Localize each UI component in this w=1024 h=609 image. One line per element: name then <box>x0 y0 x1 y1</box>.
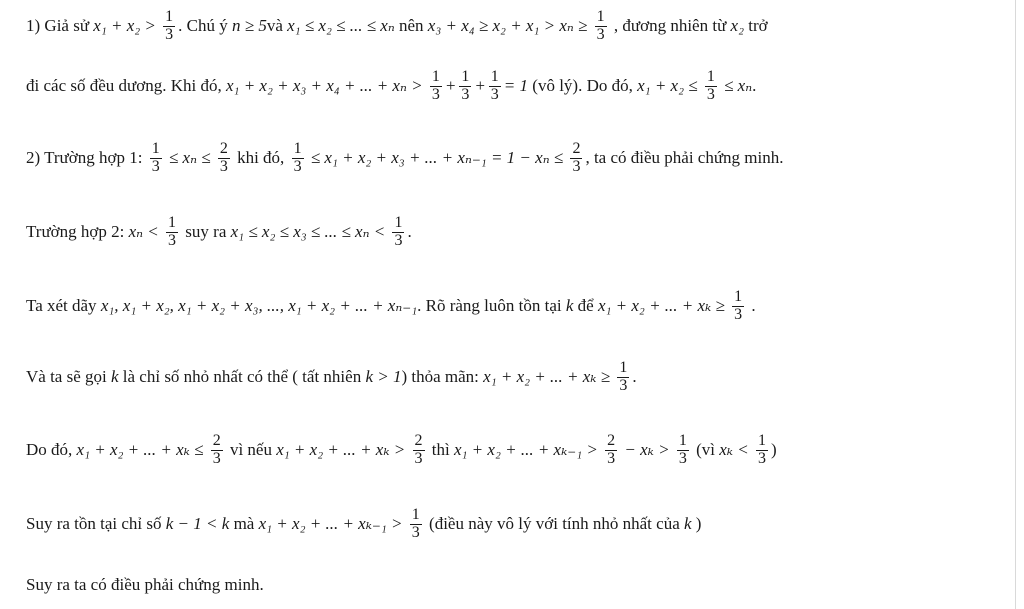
line-8 <box>26 498 701 550</box>
text-segment: trở <box>744 16 768 35</box>
fraction <box>163 9 175 44</box>
fraction-numerator: 1 <box>706 67 715 85</box>
text-segment: , ta có điều phải chứng minh. <box>585 148 784 167</box>
line-9 <box>26 570 264 600</box>
text-segment: suy ra <box>181 222 231 241</box>
fraction-numerator: 1 <box>431 67 440 85</box>
fraction <box>430 69 442 104</box>
fraction-denominator: 3 <box>431 85 440 103</box>
fraction-numerator: 1 <box>596 7 605 25</box>
math-expression: + <box>444 76 457 95</box>
text-segment: Suy ra tồn tại chỉ số <box>26 514 166 533</box>
fraction-denominator: 3 <box>293 157 302 175</box>
fraction <box>413 433 425 468</box>
text-segment: ) <box>691 514 702 533</box>
fraction-numerator: 1 <box>411 505 420 523</box>
fraction-numerator: 1 <box>619 358 628 376</box>
fraction <box>150 141 162 176</box>
math-expression: x₁ + x₂ + ... + xₖ ≥ <box>483 367 615 386</box>
fraction-denominator: 3 <box>168 231 177 249</box>
text-segment: . <box>632 367 637 386</box>
line-7 <box>26 426 777 474</box>
fraction-numerator: 1 <box>165 7 174 25</box>
text-segment: đi các số đều dương. Khi đó, <box>26 76 226 95</box>
math-expression: ≤ xₙ <box>719 76 753 95</box>
fraction-numerator: 1 <box>168 213 177 231</box>
math-expression: x₁ + x₂ + ... + xₖ > <box>276 440 410 459</box>
line-6 <box>26 352 637 402</box>
fraction-denominator: 3 <box>461 85 470 103</box>
fraction-denominator: 3 <box>734 305 743 323</box>
math-expression: n ≥ 5 <box>232 16 267 35</box>
math-expression: x₁ + x₂ ≤ <box>637 76 702 95</box>
fraction-numerator: 1 <box>461 67 470 85</box>
fraction <box>166 215 178 250</box>
fraction-denominator: 3 <box>596 25 605 43</box>
math-expression: x₃ + x₄ ≥ x₂ + x₁ > xₙ ≥ <box>427 16 592 35</box>
fraction <box>732 289 744 324</box>
fraction-numerator: 1 <box>293 139 302 157</box>
math-expression: ≤ xₙ ≤ <box>164 148 215 167</box>
math-expression: x₁ + x₂ > <box>93 16 161 35</box>
math-expression: − xₖ > <box>620 440 674 459</box>
fraction <box>459 69 471 104</box>
line-1 <box>26 4 768 48</box>
fraction <box>489 69 501 104</box>
fraction-denominator: 3 <box>414 449 423 467</box>
text-segment: mà <box>229 514 259 533</box>
text-segment: là chỉ số nhỏ nhất có thể ( tất nhiên <box>118 367 366 386</box>
math-expression: k <box>565 296 574 315</box>
fraction-numerator: 1 <box>394 213 403 231</box>
math-expression: x₁ + x₂ + ... + xₖ₋₁ > <box>258 514 407 533</box>
math-expression: k <box>684 514 692 533</box>
text-segment: khi đó, <box>232 148 289 167</box>
math-expression: k − 1 < k <box>165 514 230 533</box>
text-segment: nên <box>394 16 428 35</box>
text-segment: ) <box>770 440 777 459</box>
math-expression: k <box>110 367 119 386</box>
line-3 <box>26 134 784 182</box>
fraction-denominator: 3 <box>757 449 766 467</box>
fraction-numerator: 1 <box>678 431 687 449</box>
text-segment: . <box>747 296 756 315</box>
fraction <box>677 433 689 468</box>
text-segment: (điều này vô lý với tính nhỏ nhất của <box>424 514 684 533</box>
math-expression: x₁, x₁ + x₂, x₁ + x₂ + x₃, ..., x₁ + x₂ + ... + xₙ₋₁ <box>100 296 418 315</box>
fraction-denominator: 3 <box>607 449 616 467</box>
fraction-denominator: 3 <box>219 157 228 175</box>
fraction-denominator: 3 <box>411 523 420 541</box>
text-segment: để <box>573 296 598 315</box>
fraction <box>756 433 768 468</box>
line-4 <box>26 206 412 258</box>
fraction-denominator: 3 <box>678 449 687 467</box>
math-expression: x₁ + x₂ + ... + xₖ₋₁ > <box>453 440 603 459</box>
fraction <box>605 433 617 468</box>
fraction <box>292 141 304 176</box>
text-segment: . <box>752 76 757 95</box>
text-segment: ) thỏa mãn: <box>401 367 484 386</box>
math-expression: xₖ < <box>719 440 753 459</box>
fraction <box>595 9 607 44</box>
text-segment: Do đó, <box>26 440 77 459</box>
math-expression: = 1 <box>503 76 529 95</box>
line-2 <box>26 62 756 110</box>
fraction-denominator: 3 <box>151 157 160 175</box>
math-expression: x₁ + x₂ + ... + xₖ ≤ <box>76 440 208 459</box>
fraction <box>410 507 422 542</box>
text-segment: , đương nhiên từ <box>609 16 731 35</box>
text-segment: Ta xét dãy <box>26 296 101 315</box>
math-expression: + <box>474 76 486 95</box>
text-segment: Trường hợp 2: <box>26 222 129 241</box>
text-segment: . <box>407 222 412 241</box>
fraction-numerator: 1 <box>490 67 499 85</box>
text-segment: (vì <box>691 440 720 459</box>
fraction <box>617 360 629 395</box>
fraction-denominator: 3 <box>212 449 221 467</box>
math-expression: xₙ < <box>128 222 164 241</box>
fraction-denominator: 3 <box>490 85 499 103</box>
line-5 <box>26 282 756 330</box>
fraction-numerator: 2 <box>607 431 616 449</box>
fraction-numerator: 2 <box>414 431 423 449</box>
fraction-denominator: 3 <box>706 85 715 103</box>
fraction-numerator: 2 <box>212 431 221 449</box>
fraction-denominator: 3 <box>619 376 628 394</box>
text-segment: thì <box>427 440 454 459</box>
math-expression: ≤ x₁ + x₂ + x₃ + ... + xₙ₋₁ = 1 − xₙ ≤ <box>306 148 568 167</box>
fraction <box>392 215 404 250</box>
fraction <box>570 141 582 176</box>
text-segment: và <box>266 16 288 35</box>
text-segment: vì nếu <box>225 440 277 459</box>
fraction-numerator: 2 <box>572 139 581 157</box>
math-expression: x₁ + x₂ + x₃ + x₄ + ... + xₙ > <box>225 76 427 95</box>
text-segment: Suy ra ta có điều phải chứng minh. <box>26 575 264 594</box>
text-segment: 1) Giả sử <box>26 16 94 35</box>
fraction-numerator: 1 <box>757 431 766 449</box>
fraction <box>705 69 717 104</box>
fraction-denominator: 3 <box>572 157 581 175</box>
fraction-numerator: 1 <box>734 287 743 305</box>
fraction <box>218 141 230 176</box>
text-segment: . Chú ý <box>178 16 232 35</box>
text-segment: 2) Trường hợp 1: <box>26 148 147 167</box>
math-expression: k > 1 <box>365 367 402 386</box>
math-expression: x₁ ≤ x₂ ≤ ... ≤ xₙ <box>287 16 395 35</box>
text-segment: Và ta sẽ gọi <box>26 367 111 386</box>
text-segment: (vô lý). Do đó, <box>528 76 638 95</box>
math-expression: x₂ <box>730 16 745 35</box>
text-segment: . Rõ ràng luôn tồn tại <box>417 296 566 315</box>
fraction-denominator: 3 <box>394 231 403 249</box>
fraction-denominator: 3 <box>165 25 174 43</box>
fraction <box>211 433 223 468</box>
fraction-numerator: 1 <box>151 139 160 157</box>
fraction-numerator: 2 <box>219 139 228 157</box>
math-expression: x₁ + x₂ + ... + xₖ ≥ <box>597 296 730 315</box>
math-expression: x₁ ≤ x₂ ≤ x₃ ≤ ... ≤ xₙ < <box>230 222 390 241</box>
